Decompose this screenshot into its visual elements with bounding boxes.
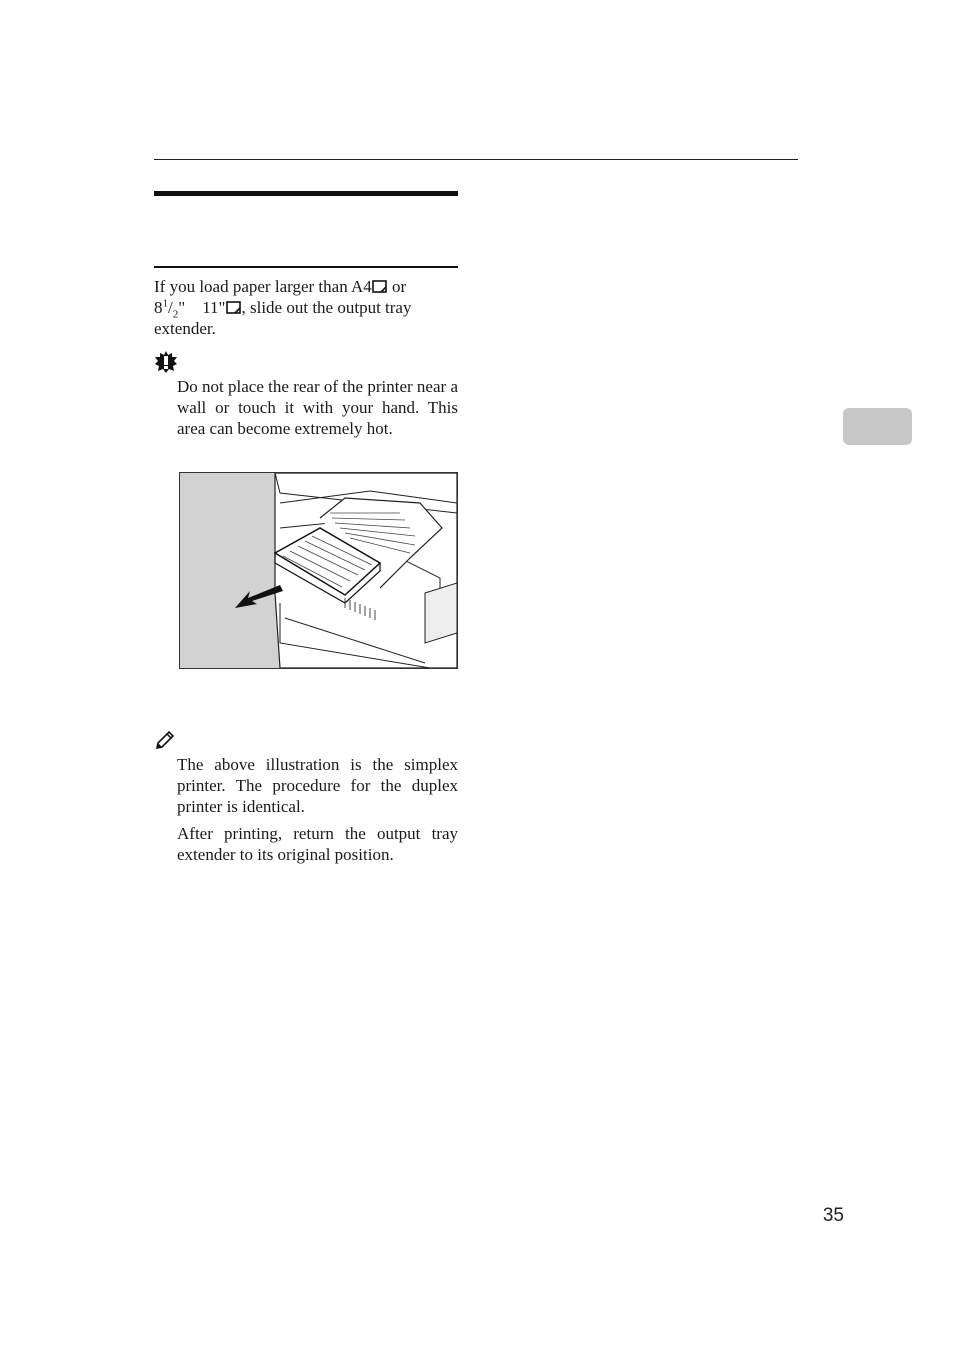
pencil-note-icon: [154, 728, 178, 752]
paper-landscape-icon: [226, 301, 242, 315]
header-rule: [154, 159, 798, 160]
intro-paragraph: [154, 276, 458, 339]
important-icon: [154, 350, 178, 374]
fraction-denominator: 2: [172, 308, 179, 321]
note-item-1: The above illustration is the simplex printer. The procedure for the duplex printer is identical.: [177, 755, 458, 816]
output-tray-extender-illustration: [179, 472, 458, 669]
paper-landscape-icon: [372, 280, 388, 294]
intro-rest: , slide out the output tray extender.: [154, 298, 412, 338]
fraction-numerator: 1: [162, 297, 168, 310]
note-item-2: After printing, return the output tray extender to its original position.: [177, 824, 458, 864]
intro-eleven: 11": [202, 298, 226, 317]
chapter-tab-marker: [843, 408, 912, 445]
intro-or: or: [387, 277, 407, 296]
intro-eight: 8: [154, 298, 163, 317]
section-heading-rule-thin: [154, 266, 458, 268]
page-number: 35: [822, 1205, 844, 1226]
section-heading-rule-thick: [154, 191, 458, 196]
inch-mark: ": [178, 298, 186, 317]
intro-line1: If you load paper larger than A4: [154, 277, 372, 296]
important-text: Do not place the rear of the printer near a wall or touch it with your hand. This area can become extremely hot.: [177, 377, 458, 438]
fraction-slash: /: [168, 298, 173, 317]
